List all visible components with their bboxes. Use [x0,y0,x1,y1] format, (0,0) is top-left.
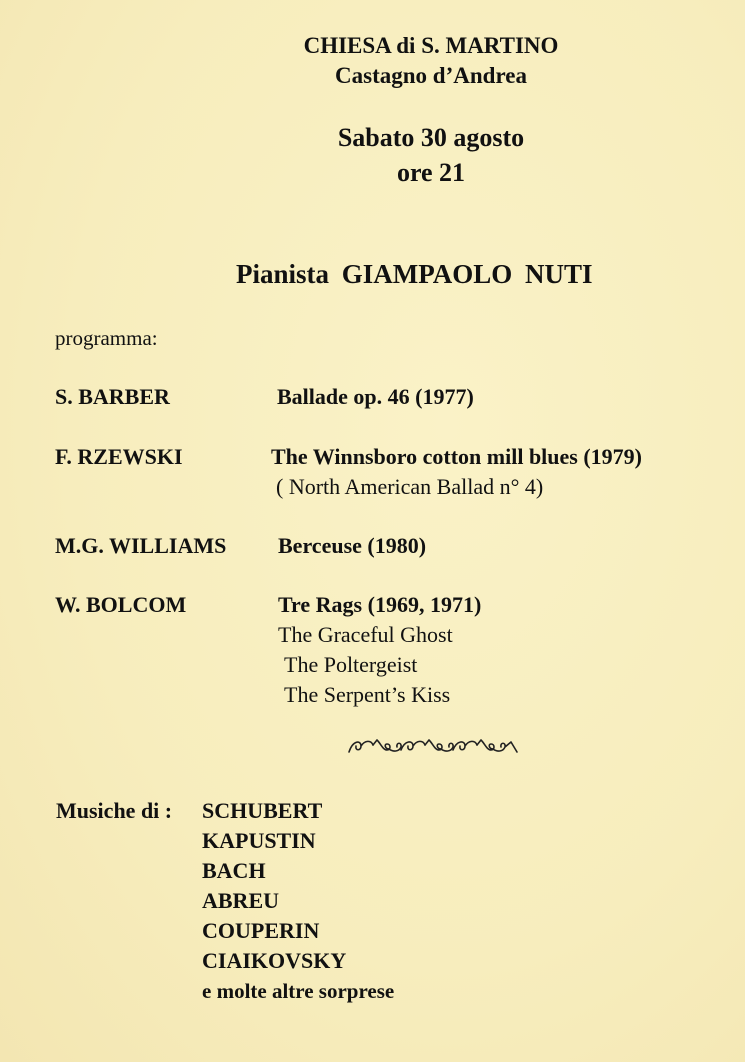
ornament-icon [347,736,519,756]
musiche-item-schubert: SCHUBERT [202,798,323,823]
composer-bolcom: W. BOLCOM [55,592,187,617]
program-label: programma: [55,326,158,350]
church-location: Castagno d’Andrea [335,63,527,88]
musiche-item-surprises: e molte altre sorprese [202,979,395,1003]
work-bolcom-rags: Tre Rags (1969, 1971) [278,592,482,617]
musiche-label: Musiche di : [56,798,173,823]
work-williams-berceuse: Berceuse (1980) [278,533,427,558]
musiche-item-ciaikovsky: CIAIKOVSKY [202,948,347,973]
musiche-item-abreu: ABREU [202,888,280,913]
work-bolcom-serpents-kiss: The Serpent’s Kiss [284,682,451,707]
church-name: CHIESA di S. MARTINO [303,33,559,58]
musiche-item-couperin: COUPERIN [202,918,320,943]
performer-line: Pianista GIAMPAOLO NUTI [236,259,593,289]
musiche-item-kapustin: KAPUSTIN [202,828,316,853]
work-barber-ballade: Ballade op. 46 (1977) [277,384,474,409]
work-rzewski-blues: The Winnsboro cotton mill blues (1979) [271,444,643,469]
work-bolcom-graceful-ghost: The Graceful Ghost [278,622,453,647]
work-bolcom-poltergeist: The Poltergeist [284,652,418,677]
musiche-list [202,796,394,1006]
date-block [230,120,632,190]
concert-time: ore 21 [396,158,466,187]
work-rzewski-subtitle: ( North American Ballad n° 4) [276,474,544,499]
concert-date: Sabato 30 agosto [337,123,525,152]
composer-williams: M.G. WILLIAMS [55,533,227,558]
composer-rzewski: F. RZEWSKI [55,444,183,469]
musiche-item-bach: BACH [202,858,266,883]
venue-block [230,31,632,91]
composer-barber: S. BARBER [55,384,170,409]
